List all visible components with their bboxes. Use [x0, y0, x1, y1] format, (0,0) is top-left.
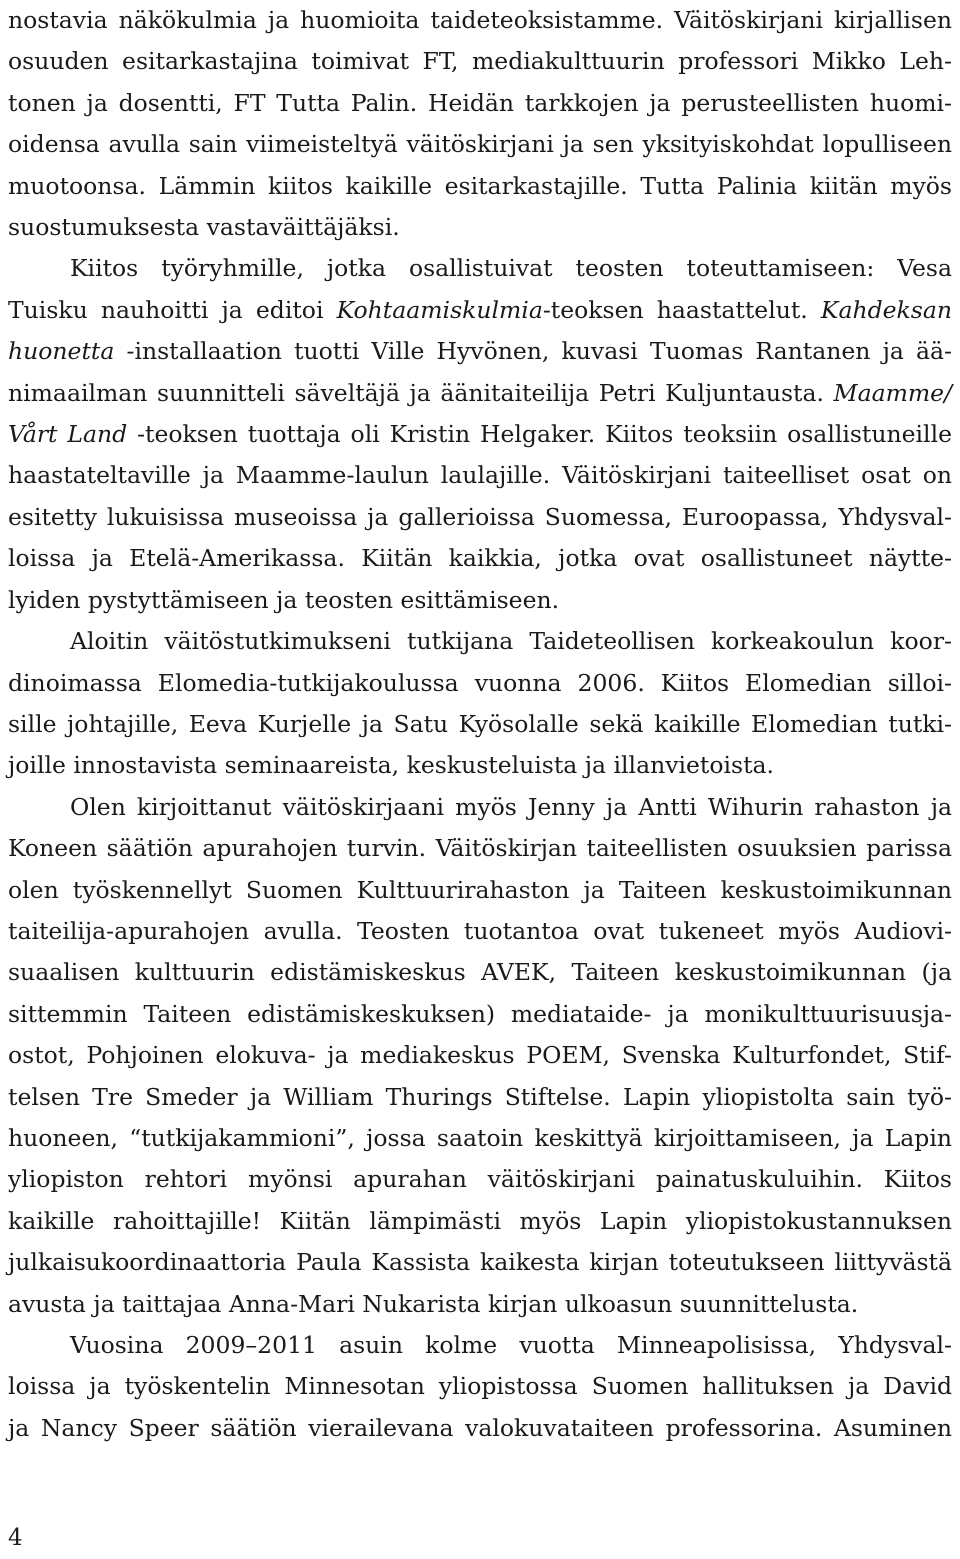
- text-run: oidensa avulla sain viimeisteltyä väitöskirjani ja sen yksityiskohdat lopulliseen: [8, 130, 952, 159]
- text-run: sittemmin Taiteen edistämiskeskuksen) mediataide- ja monikulttuurisuusja-: [8, 999, 952, 1028]
- text-line: [8, 41, 952, 82]
- text-line: [8, 538, 952, 579]
- italic-title: Kohtaamiskulmia: [336, 295, 543, 324]
- document-body: [8, 0, 952, 1449]
- paragraph: [8, 621, 952, 787]
- text-run: suaalisen kulttuurin edistämiskeskus AVEK, Taiteen keskustoimikunnan (ja: [8, 958, 952, 987]
- text-line: [8, 787, 952, 828]
- italic-title: huonetta: [8, 337, 115, 366]
- text-line: [8, 828, 952, 869]
- text-line: [8, 124, 952, 165]
- text-run: -installaation tuotti Ville Hyvönen, kuvasi Tuomas Rantanen ja ää-: [114, 337, 952, 366]
- text-line: [8, 414, 952, 455]
- text-line: [8, 1242, 952, 1283]
- text-line: [8, 994, 952, 1035]
- italic-title: Kahdeksan: [820, 295, 952, 324]
- text-run: suostumuksesta vastaväittäjäksi.: [8, 213, 400, 242]
- text-run: haastateltaville ja Maamme-laulun laulajille. Väitöskirjani taiteelliset osat on: [8, 461, 952, 490]
- text-run: Olen kirjoittanut väitöskirjaani myös Jenny ja Antti Wihurin rahaston ja: [70, 792, 952, 821]
- text-run: Kiitos työryhmille, jotka osallistuivat teosten toteuttamiseen: Vesa: [70, 254, 952, 283]
- text-run: tonen ja dosentti, FT Tutta Palin. Heidän tarkkojen ja perusteellisten huomi-: [8, 88, 952, 117]
- text-line: [8, 621, 952, 662]
- text-line: [8, 248, 952, 289]
- text-run: -teoksen tuottaja oli Kristin Helgaker. Kiitos teoksiin osallistuneille: [127, 420, 952, 449]
- text-run: esitetty lukuisissa museoissa ja gallerioissa Suomessa, Euroopassa, Yhdysval-: [8, 502, 952, 531]
- text-run: dinoimassa Elomedia-tutkijakoulussa vuonna 2006. Kiitos Elomedian silloi-: [8, 668, 952, 697]
- page-number: 4: [8, 1525, 23, 1551]
- text-run: olen työskennellyt Suomen Kulttuurirahaston ja Taiteen keskustoimikunnan: [8, 875, 952, 904]
- text-run: joille innostavista seminaareista, keskusteluista ja illanvietoista.: [8, 751, 775, 780]
- text-run: huoneen, “tutkijakammioni”, jossa saatoin keskittyä kirjoittamiseen, ja Lapin: [8, 1123, 952, 1152]
- text-run: kaikille rahoittajille! Kiitän lämpimästi myös Lapin yliopistokustannuksen: [8, 1206, 952, 1235]
- text-run: nimaailman suunnitteli säveltäjä ja äänitaiteilija Petri Kuljuntausta.: [8, 378, 834, 407]
- text-run: ostot, Pohjoinen elokuva- ja mediakeskus POEM, Svenska Kulturfondet, Stif-: [8, 1041, 952, 1070]
- text-line: [8, 166, 952, 207]
- paragraph: [8, 0, 952, 248]
- text-run: muotoonsa. Lämmin kiitos kaikille esitarkastajille. Tutta Palinia kiitän myös: [8, 171, 952, 200]
- text-line: [8, 1325, 952, 1366]
- paragraph: [8, 787, 952, 1325]
- text-run: Koneen säätiön apurahojen turvin. Väitöskirjan taiteellisten osuuksien parissa: [8, 834, 952, 863]
- text-line: [8, 1035, 952, 1076]
- text-line: [8, 1284, 952, 1325]
- text-line: [8, 870, 952, 911]
- paragraph: [8, 1325, 952, 1449]
- text-run: Aloitin väitöstutkimukseni tutkijana Taideteollisen korkeakoulun koor-: [70, 627, 952, 656]
- text-run: yliopiston rehtori myönsi apurahan väitöskirjani painatuskuluihin. Kiitos: [8, 1165, 952, 1194]
- text-line: [8, 207, 952, 248]
- text-run: nostavia näkökulmia ja huomioita taideteoksistamme. Väitöskirjani kirjallisen: [8, 6, 952, 34]
- text-line: [8, 1077, 952, 1118]
- text-line: [8, 290, 952, 331]
- text-line: [8, 911, 952, 952]
- text-line: [8, 1201, 952, 1242]
- text-run: Tuisku nauhoitti ja editoi: [8, 295, 337, 324]
- text-line: [8, 83, 952, 124]
- text-line: [8, 373, 952, 414]
- text-run: Vuosina 2009–2011 asuin kolme vuotta Minneapolisissa, Yhdysval-: [70, 1331, 952, 1359]
- text-run: sille johtajille, Eeva Kurjelle ja Satu Kyösolalle sekä kaikille Elomedian tutki-: [8, 709, 952, 738]
- text-line: [8, 745, 952, 786]
- text-run: osuuden esitarkastajina toimivat FT, mediakulttuurin professori Mikko Leh-: [8, 47, 952, 76]
- text-line: [8, 1408, 952, 1449]
- text-run: taiteilija-apurahojen avulla. Teosten tuotantoa ovat tukeneet myös Audiovi-: [8, 916, 952, 945]
- text-run: -teoksen haastattelut.: [542, 295, 821, 324]
- italic-title: Maamme/: [833, 378, 952, 407]
- text-line: [8, 331, 952, 372]
- text-line: [8, 1159, 952, 1200]
- text-line: [8, 1366, 952, 1407]
- text-line: [8, 455, 952, 496]
- text-run: loissa ja työskentelin Minnesotan yliopistossa Suomen hallituksen ja David: [8, 1372, 952, 1401]
- text-line: [8, 952, 952, 993]
- text-line: [8, 1118, 952, 1159]
- text-line: [8, 497, 952, 538]
- text-run: telsen Tre Smeder ja William Thurings Stiftelse. Lapin yliopistolta sain työ-: [8, 1082, 952, 1111]
- text-run: lyiden pystyttämiseen ja teosten esittämiseen.: [8, 585, 560, 614]
- text-line: [8, 704, 952, 745]
- text-line: [8, 663, 952, 704]
- italic-title: Vårt Land: [8, 420, 128, 449]
- text-run: loissa ja Etelä-Amerikassa. Kiitän kaikkia, jotka ovat osallistuneet näytte-: [8, 544, 952, 573]
- text-run: ja Nancy Speer säätiön vierailevana valokuvataiteen professorina. Asuminen: [8, 1413, 952, 1442]
- text-line: [8, 0, 952, 41]
- paragraph: [8, 248, 952, 621]
- text-run: julkaisukoordinaattoria Paula Kassista kaikesta kirjan toteutukseen liittyvästä: [8, 1248, 952, 1277]
- text-run: avusta ja taittajaa Anna-Mari Nukarista kirjan ulkoasun suunnittelusta.: [8, 1289, 859, 1318]
- text-line: [8, 580, 952, 621]
